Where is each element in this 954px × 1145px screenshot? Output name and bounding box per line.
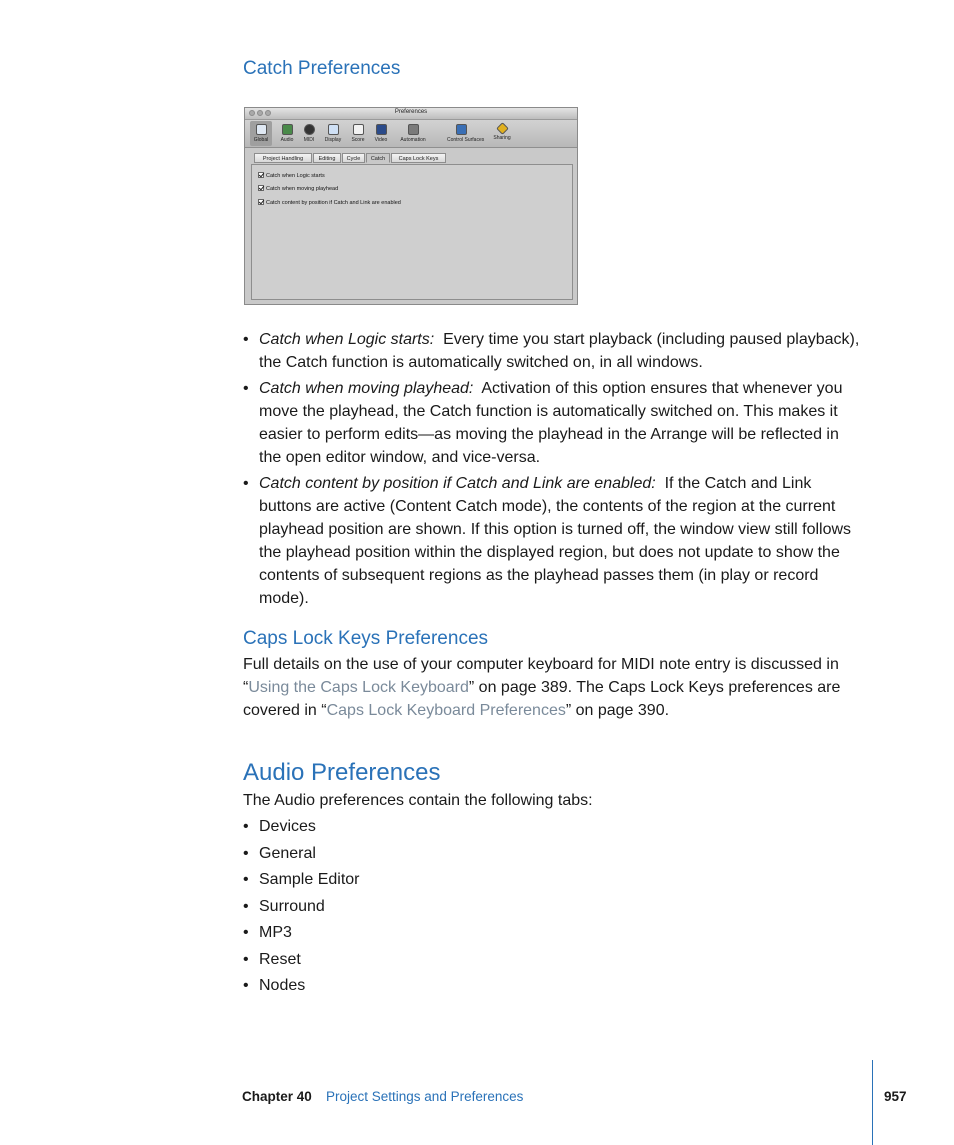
list-item xyxy=(243,328,863,374)
tab-editing[interactable]: Editing xyxy=(313,153,341,163)
footer-chapter-title: Project Settings and Preferences xyxy=(326,1089,524,1104)
preferences-toolbar xyxy=(245,120,577,148)
option-term: Catch content by position if Catch and Link are enabled: xyxy=(259,475,656,492)
section-heading-audio: Audio Preferences xyxy=(243,759,441,786)
checkbox-catch-when-logic-starts[interactable]: Catch when Logic starts xyxy=(258,172,325,180)
page-number: 957 xyxy=(884,1089,907,1104)
video-icon xyxy=(376,124,387,135)
section-heading-caps-lock: Caps Lock Keys Preferences xyxy=(243,628,489,649)
list-item: • Nodes xyxy=(243,974,863,1001)
checkbox-catch-when-moving-playhead[interactable]: Catch when moving playhead xyxy=(258,185,338,193)
tab-caps-lock-keys[interactable]: Caps Lock Keys xyxy=(391,153,446,163)
control-surfaces-icon xyxy=(456,124,467,135)
global-icon xyxy=(256,124,267,135)
section-heading-catch: Catch Preferences xyxy=(243,58,401,79)
score-icon xyxy=(353,124,364,135)
toolbar-item-global[interactable]: Global xyxy=(247,124,275,143)
window-titlebar xyxy=(245,108,577,120)
list-item: • General xyxy=(243,842,863,869)
checkbox-checked-icon xyxy=(258,199,264,205)
list-item: • Sample Editor xyxy=(243,868,863,895)
tab-cycle[interactable]: Cycle xyxy=(342,153,365,163)
midi-icon xyxy=(304,124,315,135)
list-item: • MP3 xyxy=(243,921,863,948)
list-item: • Reset xyxy=(243,948,863,975)
audio-icon xyxy=(282,124,293,135)
catch-settings-panel xyxy=(251,164,573,300)
tab-catch[interactable]: Catch xyxy=(366,153,390,163)
toolbar-item-score[interactable]: Score xyxy=(344,124,372,143)
option-description: If the Catch and Link buttons are active (Content Catch mode), the contents of the region at the current playhead position are shown. If this option is turned off, the window view still follows the playhead position within the displayed region, but does not update to show the contents of subsequent regions as the playhead passes them (in play or record mode). xyxy=(259,475,852,607)
display-icon xyxy=(328,124,339,135)
tab-project-handling[interactable]: Project Handling xyxy=(254,153,312,163)
list-item: • Devices xyxy=(243,815,863,842)
preferences-window-screenshot xyxy=(244,107,578,305)
toolbar-item-sharing[interactable]: Sharing xyxy=(488,124,516,141)
window-title: Preferences xyxy=(394,109,428,115)
automation-icon xyxy=(408,124,419,135)
toolbar-item-audio[interactable]: Audio xyxy=(273,124,301,143)
toolbar-item-midi[interactable]: MIDI xyxy=(295,124,323,143)
list-item xyxy=(243,472,863,610)
footer-divider xyxy=(872,1060,873,1145)
option-description: Activation of this option ensures that whenever you move the playhead, the Catch function is automatically switched on. This makes it easier to perform edits—as moving the playhead in the Arrange will be reflected in the open editor window, and vice-versa. xyxy=(259,380,843,466)
checkbox-checked-icon xyxy=(258,172,264,178)
caps-lock-paragraph: Full details on the use of your computer keyboard for MIDI note entry is discussed in “Using the Caps Lock Keyboard” on page 389. The Caps Lock Keys preferences are covered in “Caps Lock Keyboard Preferences” on page 390. xyxy=(243,656,841,719)
link-using-caps-lock-keyboard[interactable]: Using the Caps Lock Keyboard xyxy=(248,679,469,696)
list-item: • Surround xyxy=(243,895,863,922)
list-item xyxy=(243,377,863,469)
option-term: Catch when Logic starts: xyxy=(259,331,435,348)
catch-options-list xyxy=(243,328,863,613)
option-term: Catch when moving playhead: xyxy=(259,380,474,397)
checkbox-catch-content-by-position[interactable]: Catch content by position if Catch and Link are enabled xyxy=(258,199,401,207)
sharing-icon xyxy=(496,122,509,135)
audio-intro: The Audio preferences contain the following tabs: xyxy=(243,792,593,809)
toolbar-item-video[interactable]: Video xyxy=(367,124,395,143)
toolbar-item-automation[interactable]: Automation xyxy=(399,124,427,143)
option-description: Every time you start playback (including paused playback), the Catch function is automatically switched on, in all windows. xyxy=(259,331,860,371)
checkbox-checked-icon xyxy=(258,185,264,191)
link-caps-lock-keyboard-preferences[interactable]: Caps Lock Keyboard Preferences xyxy=(326,702,566,719)
toolbar-item-control-surfaces[interactable]: Control Surfaces xyxy=(447,124,475,143)
footer-chapter: Chapter 40 xyxy=(242,1089,312,1104)
toolbar-item-display[interactable]: Display xyxy=(319,124,347,143)
audio-tabs-list xyxy=(243,815,863,1001)
